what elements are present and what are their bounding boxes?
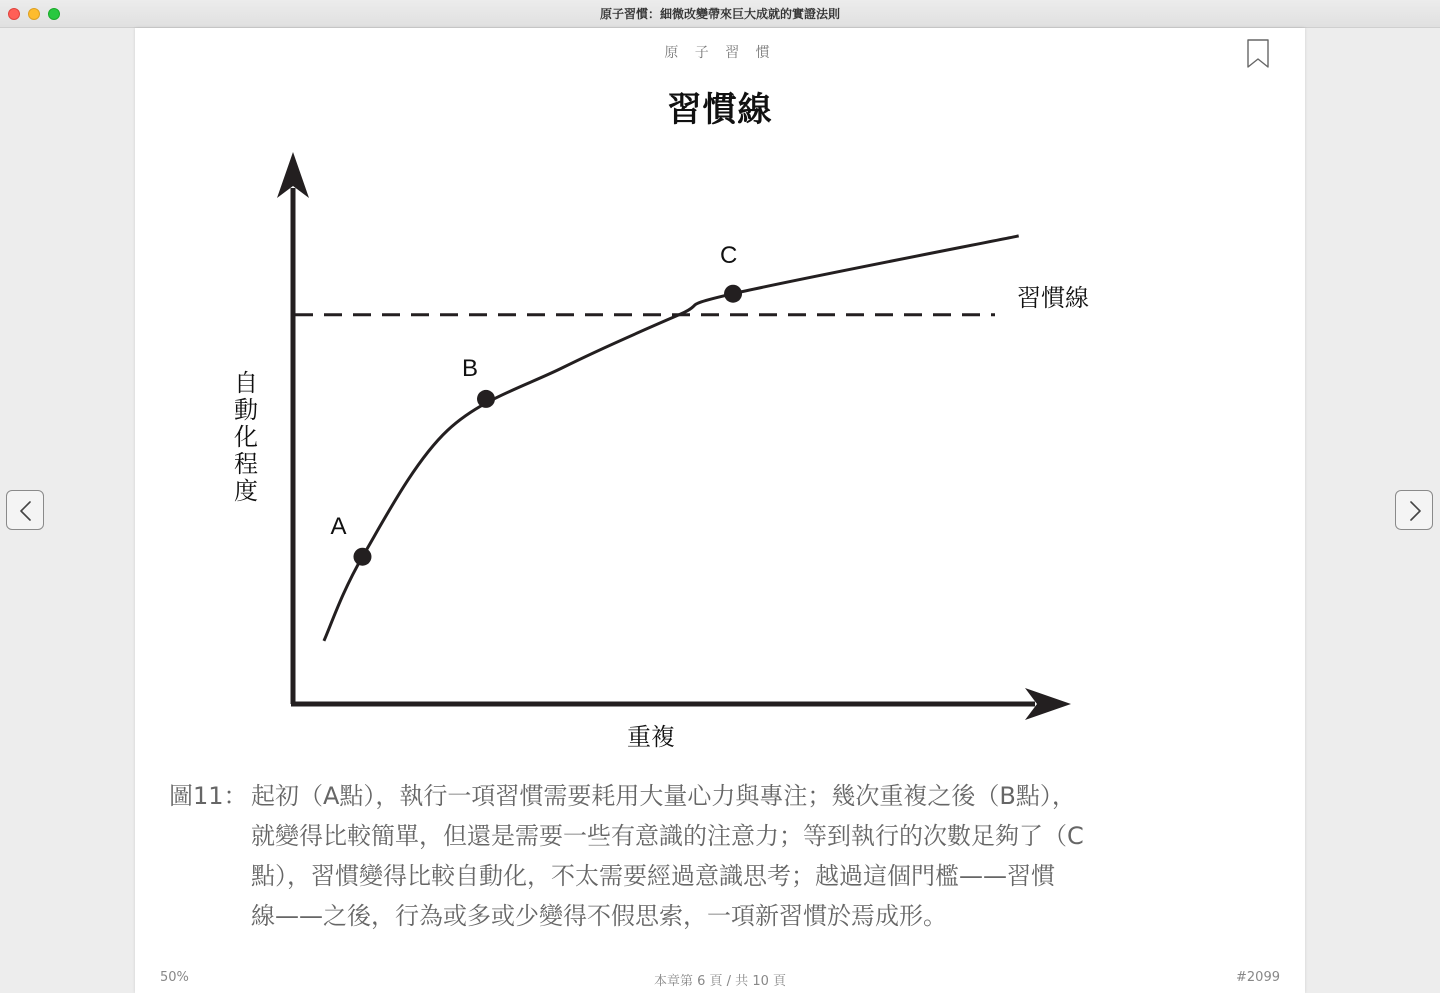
habit-line-chart <box>135 28 1305 768</box>
point-marker-b <box>477 390 495 408</box>
habit-curve <box>324 236 1019 641</box>
chapter-page-info: 本章第 6 頁 / 共 10 頁 <box>654 974 786 989</box>
chart-axes <box>277 152 1071 720</box>
previous-page-button[interactable] <box>6 490 44 530</box>
window-titlebar <box>0 0 1440 28</box>
window-title: 原子習慣：細微改變帶來巨大成就的實證法則 <box>599 7 840 21</box>
book-page <box>135 28 1305 993</box>
chevron-left-icon <box>7 491 45 531</box>
running-header: 原 子 習 慣 <box>664 45 776 61</box>
caption-prefix: 圖11： <box>169 782 248 810</box>
caption-line: 起初（A點），執行一項習慣需要耗用大量心力與專注；幾次重複之後（B點）， <box>251 782 1076 810</box>
chart-title: 習慣線 <box>667 90 773 130</box>
caption-line: 點），習慣變得比較自動化，不太需要經過意識思考；越過這個門檻——習慣 <box>251 862 1055 890</box>
location-number: #2099 <box>1236 970 1280 985</box>
caption-line: 就變得比較簡單，但還是需要一些有意識的注意力；等到執行的次數足夠了（C <box>251 822 1084 850</box>
x-axis-label: 重複 <box>627 723 675 751</box>
y-axis-label: 自動化程度 <box>234 369 258 505</box>
caption-line: 線——之後，行為或多或少變得不假思索，一項新習慣於焉成形。 <box>251 902 947 930</box>
threshold-label: 習慣線 <box>1017 284 1089 312</box>
reading-progress: 50% <box>160 970 189 985</box>
point-marker-a <box>353 548 371 566</box>
next-page-button[interactable] <box>1395 490 1433 530</box>
point-label-a: A <box>330 512 347 540</box>
point-label-b: B <box>462 354 479 382</box>
point-marker-c <box>724 285 742 303</box>
point-label-c: C <box>720 241 738 269</box>
chevron-right-icon <box>1396 491 1434 531</box>
